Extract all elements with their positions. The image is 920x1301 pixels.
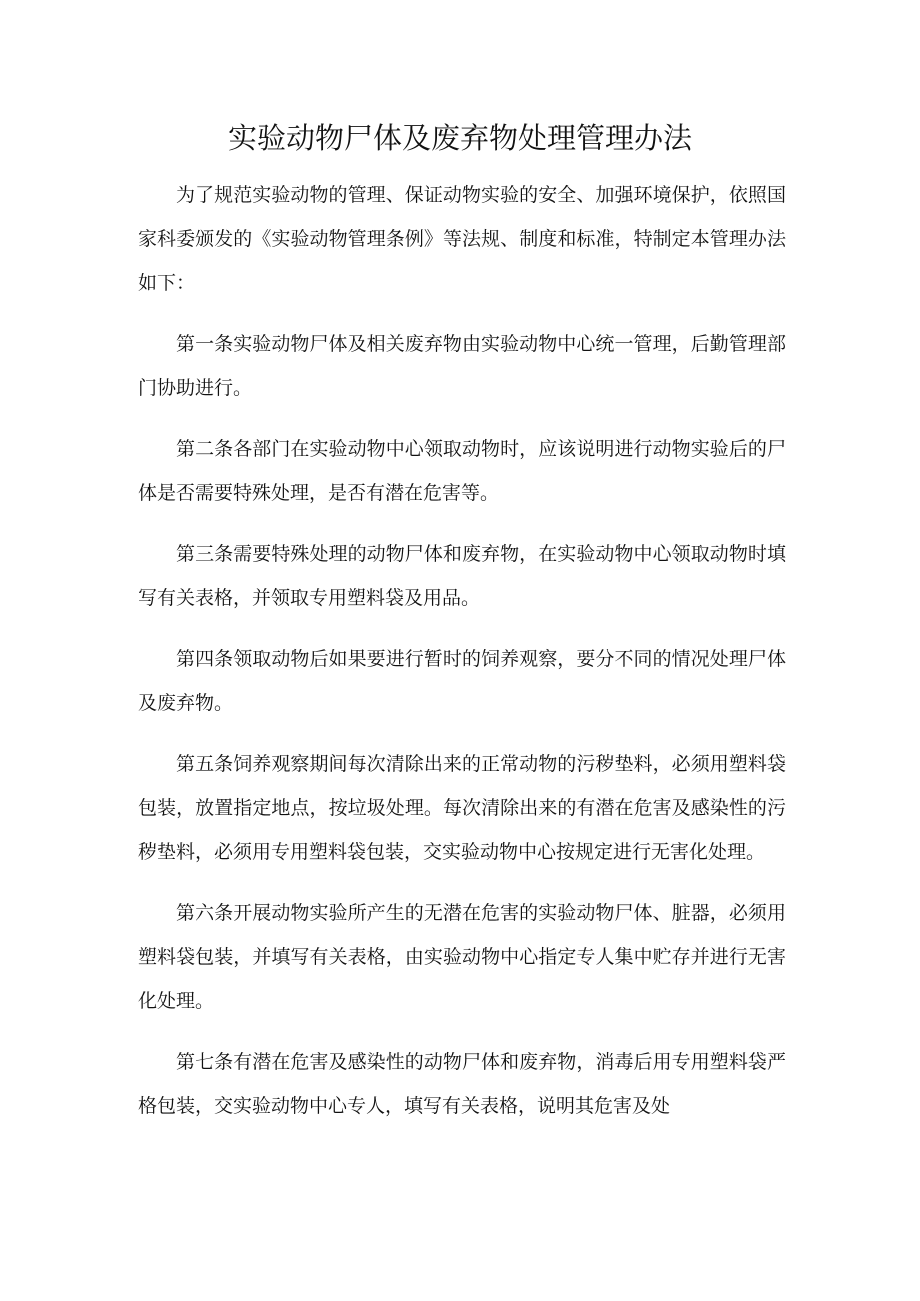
paragraph-article-3: 第三条需要特殊处理的动物尸体和废弃物，在实验动物中心领取动物时填写有关表格，并领取专用塑料袋及用品。	[138, 543, 786, 609]
paragraph-article-5: 第五条饲养观察期间每次清除出来的正常动物的污秽垫料，必须用塑料袋包装，放置指定地点，按垃圾处理。每次清除出来的有潜在危害及感染性的污秽垫料，必须用专用塑料袋包装，交实验动物中心按规定进行无害化处理。	[138, 753, 786, 863]
paragraph-article-6: 第六条开展动物实验所产生的无潜在危害的实验动物尸体、脏器，必须用塑料袋包装，并填写有关表格，由实验动物中心指定专人集中贮存并进行无害化处理。	[138, 902, 786, 1012]
paragraph-preamble: 为了规范实验动物的管理、保证动物实验的安全、加强环境保护，依照国家科委颁发的《实验动物管理条例》等法规、制度和标准，特制定本管理办法如下：	[138, 184, 786, 294]
paragraph-article-2: 第二条各部门在实验动物中心领取动物时，应该说明进行动物实验后的尸体是否需要特殊处理，是否有潜在危害等。	[138, 438, 786, 504]
document-body	[138, 173, 786, 1145]
paragraph-article-4: 第四条领取动物后如果要进行暂时的饲养观察，要分不同的情况处理尸体及废弃物。	[138, 648, 786, 714]
paragraph-article-1: 第一条实验动物尸体及相关废弃物由实验动物中心统一管理，后勤管理部门协助进行。	[138, 333, 786, 399]
document-title: 实验动物尸体及废弃物处理管理办法	[227, 121, 692, 155]
paragraph-article-7: 第七条有潜在危害及感染性的动物尸体和废弃物，消毒后用专用塑料袋严格包装，交实验动物中心专人，填写有关表格，说明其危害及处	[138, 1051, 786, 1117]
